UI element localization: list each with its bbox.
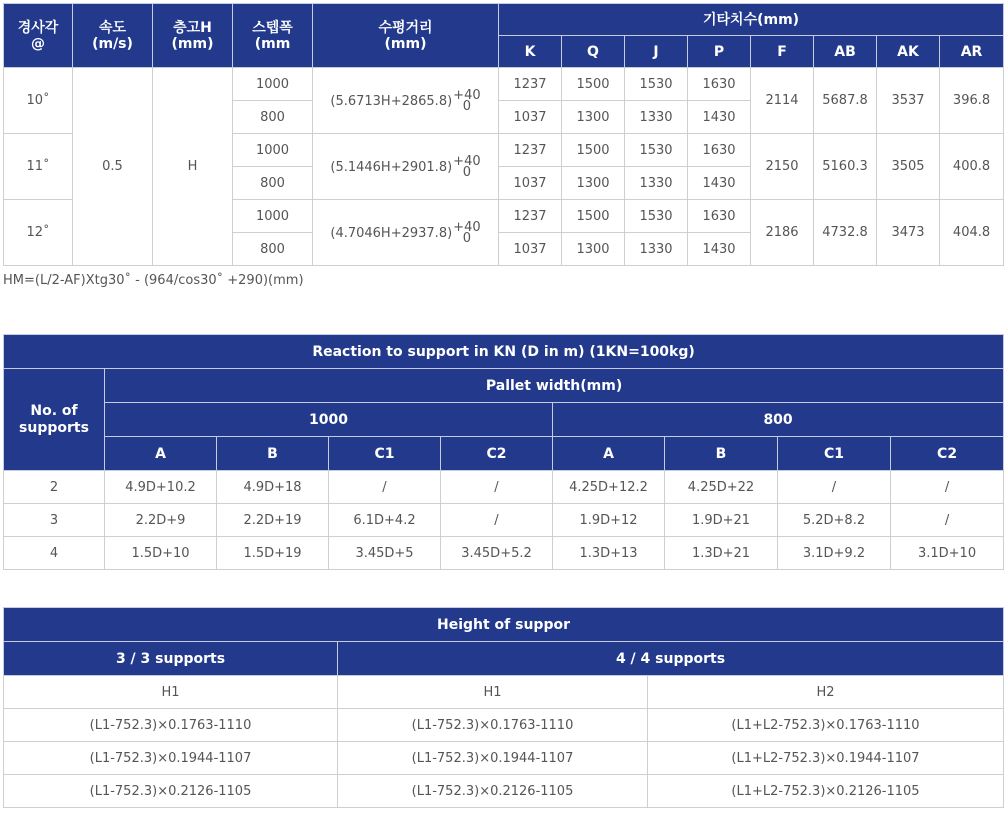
reaction-cell: 1.3D+21: [665, 537, 778, 570]
sub-h2-4: H2: [648, 676, 1004, 709]
step-width-cell: 800: [233, 167, 313, 200]
p-cell: 1430: [688, 101, 751, 134]
formula-text: (5.6713H+2865.8): [330, 93, 453, 109]
tolerance-formula: [330, 219, 481, 246]
header-no-of-supports: No. of supports: [4, 369, 105, 471]
header-ak: AK: [877, 36, 940, 68]
tolerance-minus: 0: [462, 98, 472, 114]
q-cell: 1300: [562, 167, 625, 200]
step-width-cell: 1000: [233, 200, 313, 233]
p-cell: 1630: [688, 134, 751, 167]
k-cell: 1237: [499, 200, 562, 233]
ab-cell: 4732.8: [814, 200, 877, 266]
header-ab: AB: [814, 36, 877, 68]
reaction-cell: 1.9D+21: [665, 504, 778, 537]
k-cell: 1237: [499, 134, 562, 167]
tolerance: [453, 219, 481, 246]
height-cell: (L1+L2-752.3)×0.1944-1107: [648, 742, 1004, 775]
reaction-row: [4, 504, 1004, 537]
step-width-cell: 1000: [233, 134, 313, 167]
step-width-cell: 800: [233, 233, 313, 266]
formula-text: (5.1446H+2901.8): [330, 159, 453, 175]
reaction-title: Reaction to support in KN (D in m) (1KN=100kg): [4, 335, 1004, 369]
reaction-cell: 3.1D+9.2: [778, 537, 891, 570]
sub-h1-3: H1: [4, 676, 338, 709]
header-q: Q: [562, 36, 625, 68]
height-cell: (L1-752.3)×0.1763-1110: [4, 709, 338, 742]
header-a-1000: A: [105, 437, 217, 471]
reaction-cell: /: [778, 471, 891, 504]
reaction-cell: /: [891, 471, 1004, 504]
ar-cell: 400.8: [940, 134, 1004, 200]
reaction-cell: 1.5D+19: [217, 537, 329, 570]
reaction-cell: 3.45D+5.2: [441, 537, 553, 570]
header-c1-1000: C1: [329, 437, 441, 471]
header-c2-1000: C2: [441, 437, 553, 471]
tolerance-formula: [330, 87, 481, 114]
header-k: K: [499, 36, 562, 68]
header-width-1000: 1000: [105, 403, 553, 437]
angle-cell: 11˚: [4, 134, 73, 200]
height-cell: (L1-752.3)×0.1944-1107: [338, 742, 648, 775]
supports-count-cell: 3: [4, 504, 105, 537]
ab-cell: 5687.8: [814, 68, 877, 134]
reaction-cell: 2.2D+19: [217, 504, 329, 537]
header-horizontal-distance: 수평거리 (mm): [313, 4, 499, 68]
f-cell: 2114: [751, 68, 814, 134]
height-row: [4, 709, 1004, 742]
formula-note: HM=(L/2-AF)Xtg30˚ - (964/cos30˚ +290)(mm): [3, 273, 304, 288]
reaction-row: [4, 537, 1004, 570]
reaction-cell: /: [441, 504, 553, 537]
reaction-cell: 4.9D+10.2: [105, 471, 217, 504]
angle-cell: 12˚: [4, 200, 73, 266]
height-cell: (L1-752.3)×0.1763-1110: [338, 709, 648, 742]
header-ar: AR: [940, 36, 1004, 68]
horizontal-distance-cell: [313, 200, 499, 266]
header-3-supports: 3 / 3 supports: [4, 642, 338, 676]
height-cell: (L1+L2-752.3)×0.2126-1105: [648, 775, 1004, 808]
f-cell: 2186: [751, 200, 814, 266]
height-cell: (L1+L2-752.3)×0.1763-1110: [648, 709, 1004, 742]
height-table: [3, 607, 1004, 808]
f-cell: 2150: [751, 134, 814, 200]
reaction-cell: /: [441, 471, 553, 504]
tolerance-minus: 0: [462, 230, 472, 246]
j-cell: 1530: [625, 134, 688, 167]
k-cell: 1037: [499, 233, 562, 266]
j-cell: 1530: [625, 68, 688, 101]
k-cell: 1037: [499, 167, 562, 200]
p-cell: 1430: [688, 233, 751, 266]
reaction-table: [3, 334, 1004, 570]
tolerance-plus: +40: [453, 219, 481, 235]
p-cell: 1430: [688, 167, 751, 200]
ar-cell: 404.8: [940, 200, 1004, 266]
header-width-800: 800: [553, 403, 1004, 437]
header-a-800: A: [553, 437, 665, 471]
supports-count-cell: 2: [4, 471, 105, 504]
k-cell: 1037: [499, 101, 562, 134]
height-cell: H: [153, 68, 233, 266]
header-p: P: [688, 36, 751, 68]
supports-count-cell: 4: [4, 537, 105, 570]
j-cell: 1530: [625, 200, 688, 233]
reaction-row: [4, 471, 1004, 504]
q-cell: 1300: [562, 233, 625, 266]
tolerance: [453, 153, 481, 180]
reaction-cell: 6.1D+4.2: [329, 504, 441, 537]
header-height: 층고H (mm): [153, 4, 233, 68]
horizontal-distance-cell: [313, 134, 499, 200]
header-speed: 속도 (m/s): [73, 4, 153, 68]
reaction-cell: 2.2D+9: [105, 504, 217, 537]
spec-row: [4, 68, 1004, 101]
ab-cell: 5160.3: [814, 134, 877, 200]
speed-cell: 0.5: [73, 68, 153, 266]
ar-cell: 396.8: [940, 68, 1004, 134]
header-f: F: [751, 36, 814, 68]
q-cell: 1500: [562, 134, 625, 167]
tolerance: [453, 87, 481, 114]
header-c2-800: C2: [891, 437, 1004, 471]
tolerance-formula: [330, 153, 481, 180]
ak-cell: 3505: [877, 134, 940, 200]
tolerance-plus: +40: [453, 87, 481, 103]
header-c1-800: C1: [778, 437, 891, 471]
step-width-cell: 800: [233, 101, 313, 134]
reaction-cell: 1.3D+13: [553, 537, 665, 570]
header-j: J: [625, 36, 688, 68]
p-cell: 1630: [688, 68, 751, 101]
header-4-supports: 4 / 4 supports: [338, 642, 1004, 676]
q-cell: 1500: [562, 68, 625, 101]
sub-h1-4: H1: [338, 676, 648, 709]
q-cell: 1300: [562, 101, 625, 134]
reaction-cell: 3.1D+10: [891, 537, 1004, 570]
height-row: [4, 775, 1004, 808]
spec-table: [3, 3, 1004, 266]
q-cell: 1500: [562, 200, 625, 233]
height-cell: (L1-752.3)×0.2126-1105: [338, 775, 648, 808]
header-step-width: 스텝폭 (mm: [233, 4, 313, 68]
ak-cell: 3473: [877, 200, 940, 266]
header-pallet-width: Pallet width(mm): [105, 369, 1004, 403]
height-cell: (L1-752.3)×0.1944-1107: [4, 742, 338, 775]
height-title: Height of suppor: [4, 608, 1004, 642]
angle-cell: 10˚: [4, 68, 73, 134]
j-cell: 1330: [625, 101, 688, 134]
header-angle: 경사각 @: [4, 4, 73, 68]
reaction-cell: 3.45D+5: [329, 537, 441, 570]
reaction-cell: 5.2D+8.2: [778, 504, 891, 537]
tolerance-minus: 0: [462, 164, 472, 180]
step-width-cell: 1000: [233, 68, 313, 101]
header-b-1000: B: [217, 437, 329, 471]
header-other-dimensions: 기타치수(mm): [499, 4, 1004, 36]
k-cell: 1237: [499, 68, 562, 101]
formula-text: (4.7046H+2937.8): [330, 225, 453, 241]
reaction-cell: 4.25D+22: [665, 471, 778, 504]
j-cell: 1330: [625, 233, 688, 266]
reaction-cell: 1.5D+10: [105, 537, 217, 570]
ak-cell: 3537: [877, 68, 940, 134]
j-cell: 1330: [625, 167, 688, 200]
horizontal-distance-cell: [313, 68, 499, 134]
p-cell: 1630: [688, 200, 751, 233]
reaction-cell: 1.9D+12: [553, 504, 665, 537]
height-cell: (L1-752.3)×0.2126-1105: [4, 775, 338, 808]
header-b-800: B: [665, 437, 778, 471]
tolerance-plus: +40: [453, 153, 481, 169]
reaction-cell: 4.9D+18: [217, 471, 329, 504]
reaction-cell: /: [329, 471, 441, 504]
height-row: [4, 742, 1004, 775]
reaction-cell: 4.25D+12.2: [553, 471, 665, 504]
reaction-cell: /: [891, 504, 1004, 537]
